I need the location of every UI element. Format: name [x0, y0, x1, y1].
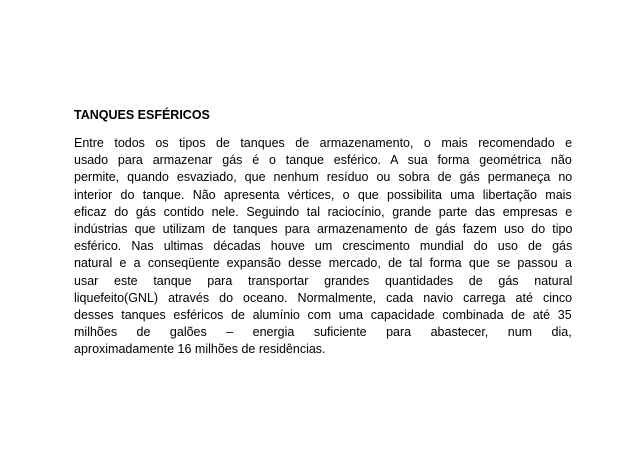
paragraph-line-3: permite, quando esvaziado, que nenhum resíduo ou sobra de gás permaneça no: [74, 170, 573, 185]
paragraph-line-1: Entre todos os tipos de tanques de armazenamento, o mais recomendado e: [74, 136, 573, 150]
document-content: [74, 108, 572, 358]
paragraph-line-8: natural e a conseqüente expansão desse mercado, de tal forma que se passou a: [74, 256, 572, 271]
paragraph-line-5: eficaz do gás contido nele. Seguindo tal raciocínio, grande parte das empresas e: [74, 204, 573, 219]
paragraph-line-2: usado para armazenar gás é o tanque esférico. A sua forma geométrica não: [74, 153, 572, 168]
paragraph-line-6: indústrias que utilizam de tanques para armazenamento de gás fazem uso do tipo: [74, 221, 573, 236]
document-paragraph: [74, 135, 572, 358]
paragraph-line-4: interior do tanque. Não apresenta vértices, o que possibilita uma libertação mais: [74, 187, 572, 202]
document-title: TANQUES ESFÉRICOS: [74, 108, 210, 122]
paragraph-line-12: milhões de galões – energia suficiente para abastecer, num dia,: [74, 325, 572, 340]
paragraph-line-7: esférico. Nas ultimas décadas houve um crescimento mundial do uso de gás: [74, 239, 573, 254]
paragraph-line-10: liquefeito(GNL) através do oceano. Normalmente, cada navio carrega até cinco: [74, 290, 573, 305]
paragraph-line-11: desses tanques esféricos de alumínio com uma capacidade combinada de até 35: [74, 307, 572, 322]
paragraph-line-9: usar este tanque para transportar grandes quantidades de gás natural: [74, 273, 573, 288]
paragraph-line-13: aproximadamente 16 milhões de residências.: [74, 342, 326, 357]
